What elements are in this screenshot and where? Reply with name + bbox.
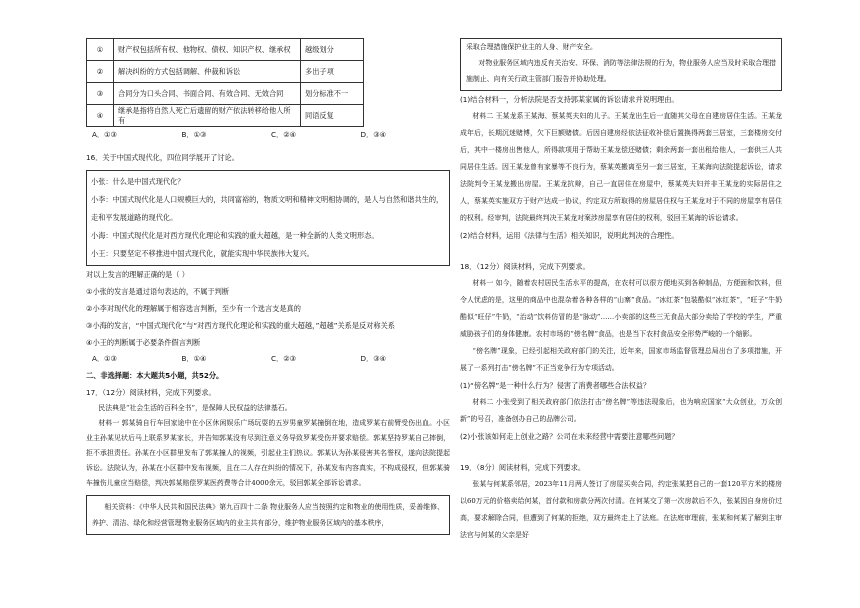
question-16	[86, 149, 450, 364]
law-text: 采取合理措施保护业主的人身、财产安全。	[466, 43, 597, 51]
q16-choices	[92, 354, 450, 364]
q16-question: 对以上发言的理解正确的是（ ）	[86, 269, 189, 279]
box-line: 小王：只要坚定不移推进中国式现代化，就能实现中华民族伟大复兴。	[91, 248, 314, 258]
q16-option: ④小王的判断属于必要条件假言判断	[86, 337, 201, 347]
choice: C．②③	[271, 353, 297, 363]
q19-stem: 19．（8分）阅读材料，完成下列要求。	[460, 463, 586, 472]
table-cell-num: ③	[87, 83, 114, 105]
q17-material-2: 材料二 王某龙系王某海、蔡某英夫妇的儿子。王某龙出生后一直随其父母在自建房居住生活。王某龙成年后，长期沉迷赌博，欠下巨额赌债。后因自建房经依法征收补偿后置换得两套三居室，三套楼房交付后，其中一楼房出售他人，所得款项用于帮助王某龙偿还赌债；剩余两套一套出租给他人，一套供三人共同居住生活。因王某龙曾有家暴等不良行为，蔡某英搬离至另一套三居室，王某海向法院提起诉讼，请求法院判令王某龙搬出房屋。王某龙抗辩，自己一直居住在房屋中，蔡某英夫妇并非王某龙的实际居住之人，蔡某英实施双方于财产达成一协议，约定双方所取得的房屋居住权与王某龙对于不同的房屋享有居住的权利。经审判，法院最终判决王某龙对案涉房屋享有居住的权利，驳回王某海的诉讼请求。	[460, 112, 782, 222]
law-reference-box-continued	[460, 38, 782, 91]
q15-options-table	[86, 38, 364, 127]
law-text: 相关资料：《中华人民共和国民法典》第九百四十二条 物业服务人应当按照约定和物业的使用性质，妥善维修、养护、清洁、绿化和经营管理物业服务区域内的业主共有部分，维护物业服务区域内的基本秩序，	[92, 503, 444, 528]
choice: C．②④	[271, 130, 297, 139]
table-cell-num: ②	[87, 61, 114, 83]
q18-material-1: 材料一 如今，随着农村居民生活水平的提高，在农村可以很方便地买到各种制品，方便面和饮料，但令人忧虑的是，这里的商品中也混杂着各种各样的“山寨”食品。“冰红茶”包装酷似“冰红茶”，“旺子”牛奶酷似“旺仔”牛奶，“治动”饮料仿冒的是“脉动”……小卖部的这些三无食品大部分卖给了学校的学生，严重威胁孩子们的身体健康。农村市场的“傍名牌”食品，也是当下农村食品安全形势严峻的一个缩影。	[460, 279, 782, 338]
q17-intro: 民法典是“社会生活的百科全书”，是保障人民权益的法律基石。	[98, 404, 292, 413]
q17-material-1: 材料一 郭某骑自行车回家途中在小区休闲娱乐广场玩耍的五岁男童罗某撞倒在地，造成罗某右前臂受伤出血。小区业主孙某见状后马上联系罗某家长，并告知郭某没有尽到注意义务导致罗某受伤并要求赔偿。郭某坚持罗某自己摔倒，拒不承担责任。孙某在小区群里发布了郭某撞人的视频，引起业主们热议。郭某认为孙某侵害其名誉权，遂向法院提起诉讼。法院认为，孙某在小区群中发布视频，且在二人存在纠纷的情况下，孙某发布内容真实，不构成侵权，但郭某骑车撞伤儿童应当赔偿，判决郭某赔偿罗某医药费等合计4000余元，驳回郭某全部诉讼请求。	[86, 419, 450, 488]
q18-sub-1: (1)“傍名牌”是一种什么行为？侵害了消费者哪些合法权益？	[460, 381, 651, 390]
q18-sub-2: (2)小张该如何走上创业之路？公司在未来经营中需要注意哪些问题？	[460, 432, 679, 441]
table-cell-text: 解决纠纷的方式包括调解、仲裁和诉讼	[114, 61, 301, 83]
q16-stem: 16．关于中国式现代化，四位同学展开了讨论。	[86, 152, 239, 162]
box-line: 小李：中国式现代化是人口规模巨大的，共同富裕的，物质文明和精神文明相协调的，是人与自然和谐共生的，	[91, 194, 444, 204]
table-cell-text: 合同分为口头合同、书面合同、有效合同、无效合同	[114, 83, 301, 105]
right-column	[460, 38, 782, 544]
choice: D．③④	[360, 130, 387, 139]
q17-stem: 17．（12分）阅读材料，完成下列要求。	[86, 388, 216, 398]
table-cell-text: 继承是指将自然人死亡后遗留的财产依法转移给他人所有	[114, 105, 301, 127]
left-column	[86, 38, 450, 535]
q17-sub-2: (2)结合材料，运用《法律与生活》相关知识，说明此判决的合理性。	[460, 231, 679, 240]
discussion-box	[86, 170, 450, 266]
box-line: 小海：中国式现代化是对西方现代化理论和实践的重大超越，是一种全新的人类文明形态。	[91, 230, 379, 240]
q17-sub-1: (1)结合材料一，分析法院是否支持郭某家属的诉讼请求并说明理由。	[460, 95, 679, 104]
table-cell-answer: 越级划分	[301, 39, 364, 61]
choice: A．①③	[92, 130, 117, 139]
q18-material-2: 材料二 小张受到了相关政府部门依法打击“傍名牌”等违法现象后，也为响应国家“大众创业，万众创新”的号召，准备创办自己的品牌公司。	[460, 398, 782, 423]
table-cell-num: ④	[87, 105, 114, 127]
choice: A．①③	[92, 353, 117, 363]
table-cell-num: ①	[87, 39, 114, 61]
table-cell-answer: 多出子项	[301, 61, 364, 83]
choice: B．①③	[181, 130, 207, 139]
table-cell-answer: 划分标准不一	[301, 83, 364, 105]
box-line: 走和平发展道路的现代化。	[91, 212, 178, 222]
law-reference-box	[86, 495, 450, 535]
choice: D．③④	[360, 353, 387, 363]
choice: B．①④	[181, 353, 207, 363]
q18-material-1b: “傍名牌”现象，已经引起相关政府部门的关注，近年来，国家市场监督管理总局出台了多项措施，开展了一系列打击“傍名牌”不正当竞争行为专项活动。	[460, 347, 782, 372]
q19-text: 张某与何某系邻居，2023年11月两人签订了房屋买卖合同，约定张某把自己的一套120平方米的楼房以60万元的价格卖给何某，首付款和房款分两次付清。在何某交了第一次房款后不久，张某因自身房价过高，要求解除合同，但遭到了何某的拒绝，双方最终走上了法庭。在法庭审理前，张某和何某了解到主审法官与何某的父亲是好	[460, 480, 782, 539]
table-row	[87, 61, 364, 83]
table-cell-text: 财产权包括所有权、他物权、债权、知识产权、继承权	[114, 39, 301, 61]
table-row	[87, 105, 364, 127]
q16-option: ③小海的发言，“中国式现代化”与“对西方现代化理论和实践的重大超越，”超越”关系是反对称关系	[86, 320, 395, 330]
section-heading: 二、非选择题：本大题共5小题，共52分。	[86, 371, 224, 381]
box-line: 小张：什么是中国式现代化？	[91, 176, 185, 186]
q16-option: ①小张的发言是通过语句表达的，不属于判断	[86, 286, 230, 296]
q18-stem: 18．（12分）阅读材料，完成下列要求。	[460, 262, 590, 271]
law-text: 对物业服务区域内违反有关治安、环保、消防等法律法规的行为，物业服务人应当及时采取合理措施制止、向有关行政主管部门报告并协助处理。	[466, 59, 776, 83]
q16-option: ②小李对现代化的理解属于相容选言判断，至少有一个选言支是真的	[86, 303, 301, 313]
q15-choices	[92, 130, 450, 140]
table-row	[87, 83, 364, 105]
table-row	[87, 39, 364, 61]
table-cell-answer: 同语反复	[301, 105, 364, 127]
